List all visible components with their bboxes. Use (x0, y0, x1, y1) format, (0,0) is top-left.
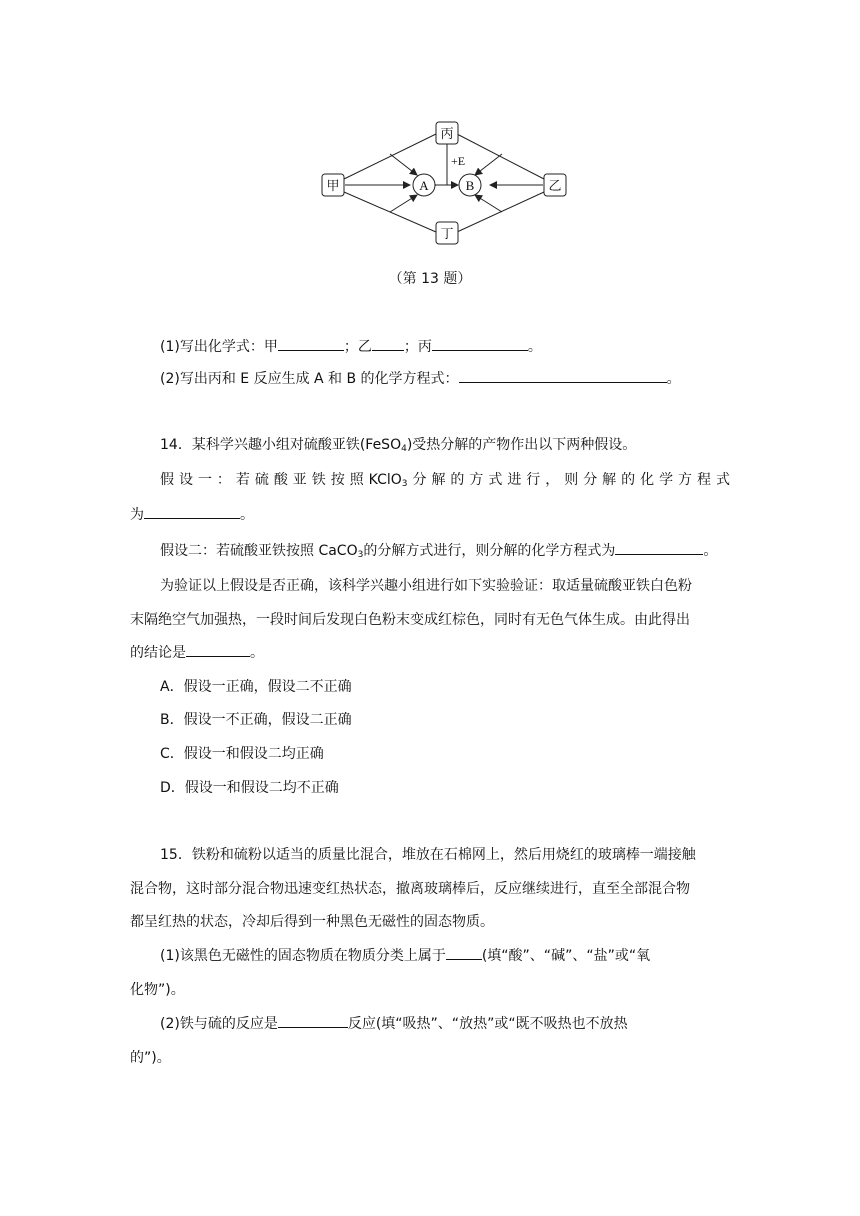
answer-blank-hypothesis2[interactable] (615, 541, 703, 555)
q14-verify-line1: 为验证以上假设是否正确，该科学兴趣小组进行如下实验验证：取适量硫酸亚铁白色粉 (160, 578, 692, 594)
q15-part2-line1: (2)铁与硫的反应是 反应(填“吸热”、“放热”或“既不吸热也不放热 (160, 1016, 628, 1032)
node-yi-label: 乙 (548, 178, 562, 193)
answer-blank-reaction-type[interactable] (278, 1014, 348, 1028)
q14-option-c[interactable]: C．假设一和假设二均正确 (160, 746, 324, 762)
q15-line1: 15．铁粉和硫粉以适当的质量比混合，堆放在石棉网上，然后用烧红的玻璃棒一端接触 (160, 847, 696, 863)
arrow-ding-to-b (475, 195, 502, 212)
edge-bing-yi (457, 134, 544, 179)
q14-option-b[interactable]: B．假设一不正确，假设二正确 (160, 712, 352, 728)
arrow-label-e: +E (450, 154, 466, 168)
q13-part2: (2)写出丙和 E 反应生成 A 和 B 的化学方程式： 。 (160, 371, 681, 387)
answer-blank-yi[interactable] (372, 337, 404, 351)
kclo3-formula: KClO$_3$ (368, 472, 408, 489)
q14-hypothesis1-line2: 为 。 (130, 507, 254, 523)
answer-blank-equation-13[interactable] (459, 369, 667, 383)
q14-hypothesis2: 假设二：若硫酸亚铁按照 CaCO$_3$的分解方式进行，则分解的化学方程式为 。 (160, 543, 718, 560)
node-ding-label: 丁 (440, 226, 454, 241)
figure-caption: （第 13 题） (388, 271, 472, 287)
arrow-bing-to-b (475, 154, 502, 175)
q14-intro: 14．某科学兴趣小组对硫酸亚铁(FeSO$_4$)受热分解的产物作出以下两种假设。 (160, 437, 637, 454)
q15-line2: 混合物，这时部分混合物迅速变红热状态，撤离玻璃棒后，反应继续进行，直至全部混合物 (130, 881, 690, 897)
answer-blank-jia[interactable] (278, 337, 344, 351)
reaction-diagram (300, 112, 590, 252)
q14-verify-line3: 的结论是 。 (130, 645, 264, 661)
node-bing-label: 丙 (440, 126, 454, 141)
edge-ding-yi (457, 192, 544, 232)
q15-part2-line2: 的”)。 (130, 1050, 171, 1066)
arrow-bing-to-a (390, 154, 417, 175)
node-b-label: B (465, 178, 475, 193)
q15-line3: 都呈红热的状态，冷却后得到一种黑色无磁性的固态物质。 (130, 914, 494, 930)
q13-part1: (1)写出化学式：甲 ；乙 ；丙 。 (160, 339, 542, 355)
q14-option-d[interactable]: D．假设一和假设二均不正确 (160, 780, 339, 796)
answer-blank-bing[interactable] (432, 337, 528, 351)
node-jia-label: 甲 (326, 178, 340, 193)
node-a-label: A (419, 178, 429, 193)
arrow-ding-to-a (390, 195, 417, 212)
q15-part1-line1: (1)该黑色无磁性的固态物质在物质分类上属于 (填“酸”、“碱”、“盐”或“氧 (160, 948, 651, 964)
answer-blank-hypothesis1[interactable] (144, 505, 240, 519)
answer-blank-classification[interactable] (446, 946, 482, 960)
q14-verify-line2: 末隔绝空气加强热，一段时间后发现白色粉末变成红棕色，同时有无色气体生成。由此得出 (130, 612, 690, 628)
q14-hypothesis1-line1: 假 设 一 ： 若 硫 酸 亚 铁 按 照 KClO$_3$ 分 解 的 方 式 进 行 ， 则 分 解 的 化 学 方 程 式 (160, 472, 730, 489)
edge-jia-bing (344, 134, 436, 179)
q15-part1-line2: 化物”)。 (130, 982, 185, 998)
answer-blank-conclusion[interactable] (186, 643, 250, 657)
q14-option-a[interactable]: A．假设一正确，假设二不正确 (160, 679, 352, 695)
